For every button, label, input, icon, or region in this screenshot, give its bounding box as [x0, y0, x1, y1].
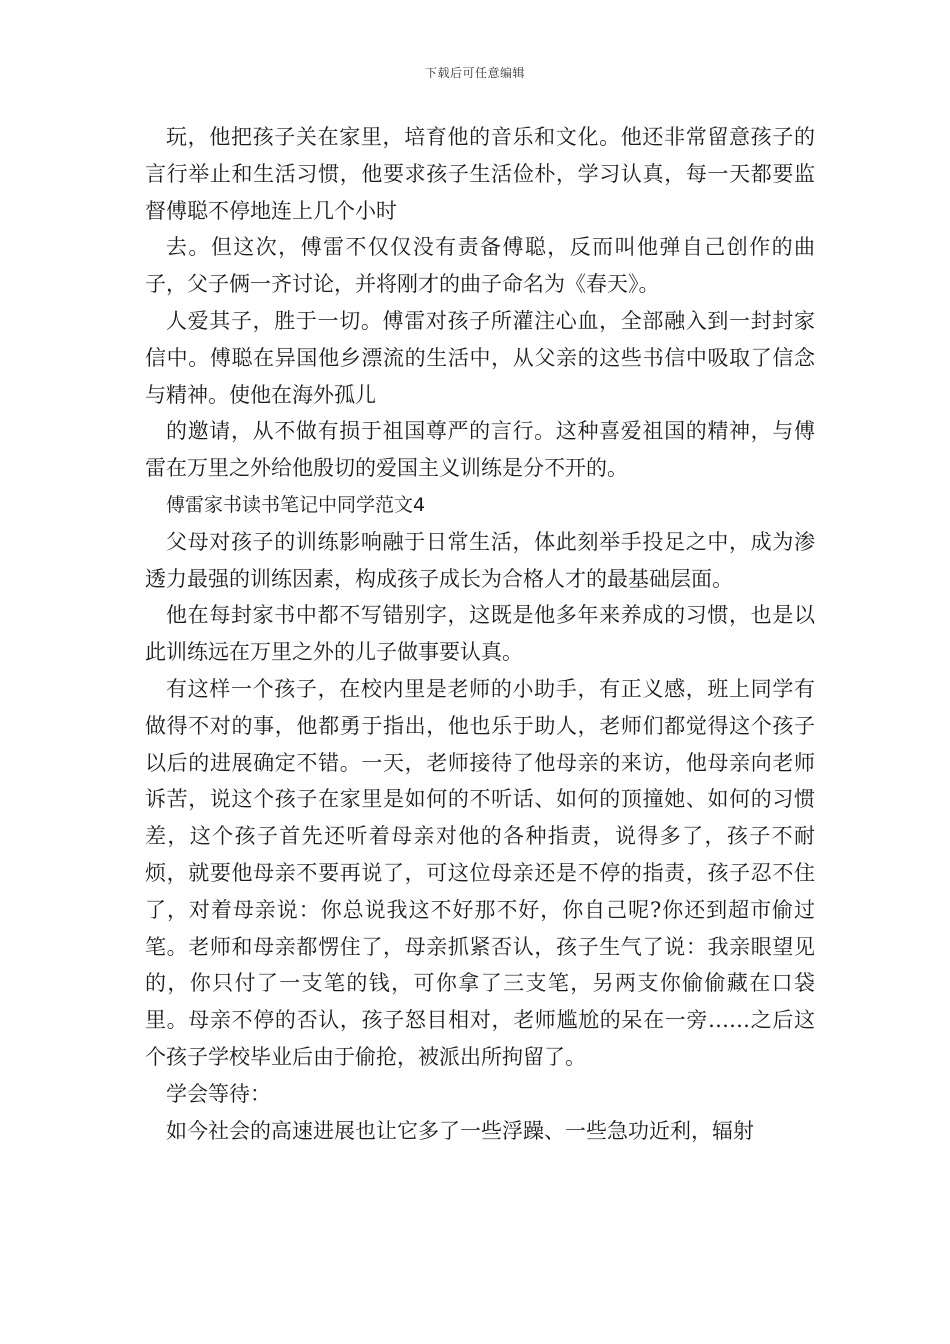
- paragraph-1: 玩，他把孩子关在家里，培育他的音乐和文化。他还非常留意孩子的言行举止和生活习惯，他要求孩子生活俭朴，学习认真，每一天都要监督傅聪不停地连上几个小时: [145, 125, 815, 223]
- paragraph-9: 如今社会的高速进展也让它多了一些浮躁、一些急功近利，辐射: [166, 1118, 754, 1143]
- paragraph-7: 有这样一个孩子，在校内里是老师的小助手，有正义感，班上同学有做得不对的事，他都勇于指出，他也乐于助人，老师们都觉得这个孩子以后的进展确定不错。一天，老师接待了他母亲的来访，他母亲向老师诉苦，说这个孩子在家里是如何的不听话、如何的顶撞她、如何的习惯差，这个孩子首先还听着母亲对他的各种指责，说得多了，孩子不耐烦，就要他母亲不要再说了，可这位母亲还是不停的指责，孩子忍不住了，对着母亲说：你总说我这不好那不好，你自己呢?你还到超市偷过笔。老师和母亲都愣住了，母亲抓紧否认，孩子生气了说：我亲眼望见的，你只付了一支笔的钱，可你拿了三支笔，另两支你偷偷藏在口袋里。母亲不停的否认，孩子怒目相对，老师尴尬的呆在一旁……之后这个孩子学校毕业后由于偷抢，被派出所拘留了。: [145, 676, 815, 1069]
- document-body: [145, 119, 815, 1149]
- paragraph-5: 父母对孩子的训练影响融于日常生活，体此刻举手投足之中，成为渗透力最强的训练因素，构成孩子成长为合格人才的最基础层面。: [145, 529, 815, 591]
- paragraph-3: 人爱其子，胜于一切。傅雷对孩子所灌注心血，全部融入到一封封家信中。傅聪在异国他乡漂流的生活中，从父亲的这些书信中吸取了信念与精神。使他在海外孤儿: [145, 308, 815, 407]
- page-header: 下载后可任意编辑: [424, 66, 525, 80]
- paragraph-6: 他在每封家书中都不写错别字，这既是他多年来养成的习惯，也是以此训练远在万里之外的儿子做事要认真。: [145, 603, 815, 665]
- paragraph-4: 的邀请，从不做有损于祖国尊严的言行。这种喜爱祖国的精神，与傅雷在万里之外给他殷切的爱国主义训练是分不开的。: [145, 419, 815, 481]
- paragraph-2: 去。但这次，傅雷不仅仅没有责备傅聪，反而叫他弹自己创作的曲子，父子俩一齐讨论，并将刚才的曲子命名为《春天》。: [145, 235, 815, 297]
- section-heading: 傅雷家书读书笔记中同学范文4: [166, 493, 426, 516]
- paragraph-8: 学会等待：: [166, 1081, 271, 1106]
